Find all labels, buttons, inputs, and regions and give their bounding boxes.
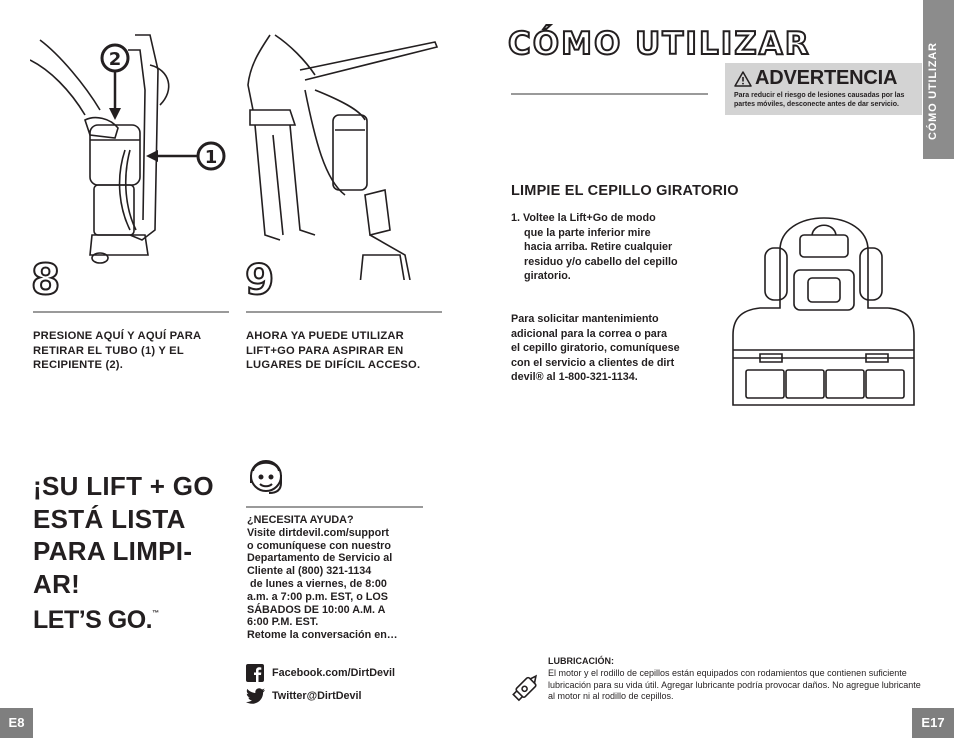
callout-2-label: 2 [108, 49, 122, 70]
lubrication-title: LUBRICACIÓN: [548, 656, 614, 666]
step-8-number: 8 [31, 255, 62, 304]
step9-illustration [245, 30, 445, 280]
step1-line: residuo y/o cabello del cepillo [524, 255, 678, 268]
section-side-tab [923, 0, 954, 159]
help-line: ¿NECESITA AYUDA? [247, 514, 354, 526]
step1-line: que la parte inferior mire [524, 226, 651, 239]
warning-box [725, 63, 922, 115]
service-line: con el servicio a clientes de dirt [511, 356, 675, 369]
section-title: LIMPIE EL CEPILLO GIRATORIO [511, 183, 739, 199]
step1-line: giratorio. [524, 270, 571, 283]
page-number-left: E8 [0, 708, 33, 738]
side-tab-label: CÓMO UTILIZAR [927, 42, 939, 140]
step1-line: 1. Voltee la Lift+Go de modo [511, 212, 656, 224]
title-divider [511, 93, 708, 95]
callout-1-label: 1 [204, 147, 218, 168]
twitter-icon[interactable] [246, 688, 265, 704]
warning-triangle-icon [734, 71, 752, 87]
help-line: o comuníquese con nuestro [247, 539, 391, 552]
help-divider [246, 506, 423, 508]
step9-divider [246, 311, 442, 313]
step1-line: hacia arriba. Retire cualquier [524, 241, 673, 254]
help-line: Visite dirtdevil.com/support [247, 526, 389, 539]
warning-title: ADVERTENCIA [755, 67, 898, 89]
service-info [511, 312, 716, 385]
service-line: devil® al 1-800-321-1134. [511, 371, 638, 384]
service-line: Para solicitar mantenimiento [511, 313, 659, 325]
service-line: el cepillo giratorio, comuníquese [511, 342, 680, 355]
page-number-right: E17 [912, 708, 954, 738]
help-line: Departamento de Servicio al [247, 552, 393, 565]
help-line: Cliente al (800) 321-1134 [247, 565, 372, 578]
lets-go-slogan: LET’S GO.™ [33, 606, 159, 634]
page-title: CÓMO UTILIZAR [508, 26, 811, 62]
help-line: de lunes a viernes, de 8:00 [247, 577, 387, 590]
step8-illustration [30, 30, 235, 265]
facebook-link[interactable]: Facebook.com/DirtDevil [272, 667, 395, 679]
help-line: a.m. a 7:00 p.m. EST, o LOS [247, 590, 389, 603]
step8-divider [33, 311, 229, 313]
warning-text: Para reducir el riesgo de lesiones causadas por las partes móviles, desconecte antes de dar servicio. [734, 92, 905, 108]
ready-title: ¡SU LIFT + GO ESTÁ LISTA PARA LIMPI- AR! [33, 471, 214, 599]
help-line: 6:00 P.M. EST. [247, 616, 319, 629]
help-line: Retome la conversación en… [247, 629, 398, 642]
step1-instructions [511, 211, 711, 284]
headset-person-icon [245, 455, 291, 501]
lubrication-icon [508, 668, 544, 704]
help-line: SÁBADOS DE 10:00 A.M. A [247, 603, 386, 616]
step8-caption: PRESIONE AQUÍ Y AQUÍ PARA RETIRAR EL TUBO (1) Y EL RECIPIENTE (2). [33, 330, 201, 371]
step9-caption: AHORA YA PUEDE UTILIZAR LIFT+GO PARA ASPIRAR EN LUGARES DE DIFÍCIL ACCESO. [246, 330, 421, 371]
trademark-mark: ™ [152, 610, 159, 617]
help-text [247, 514, 432, 642]
service-line: adicional para la correa o para [511, 327, 668, 340]
brushroll-illustration [730, 210, 918, 408]
twitter-link[interactable]: Twitter@DirtDevil [272, 690, 362, 702]
facebook-icon[interactable] [246, 664, 264, 682]
step-9-number: 9 [245, 255, 276, 304]
lubrication-text: El motor y el rodillo de cepillos están equipados con rodamientos que contienen suficiente lubricación para su vida útil. Agregar lubricante podría provocar daños. No agregue lubricante al motor ni al rodillo de cepillos. [548, 668, 921, 701]
